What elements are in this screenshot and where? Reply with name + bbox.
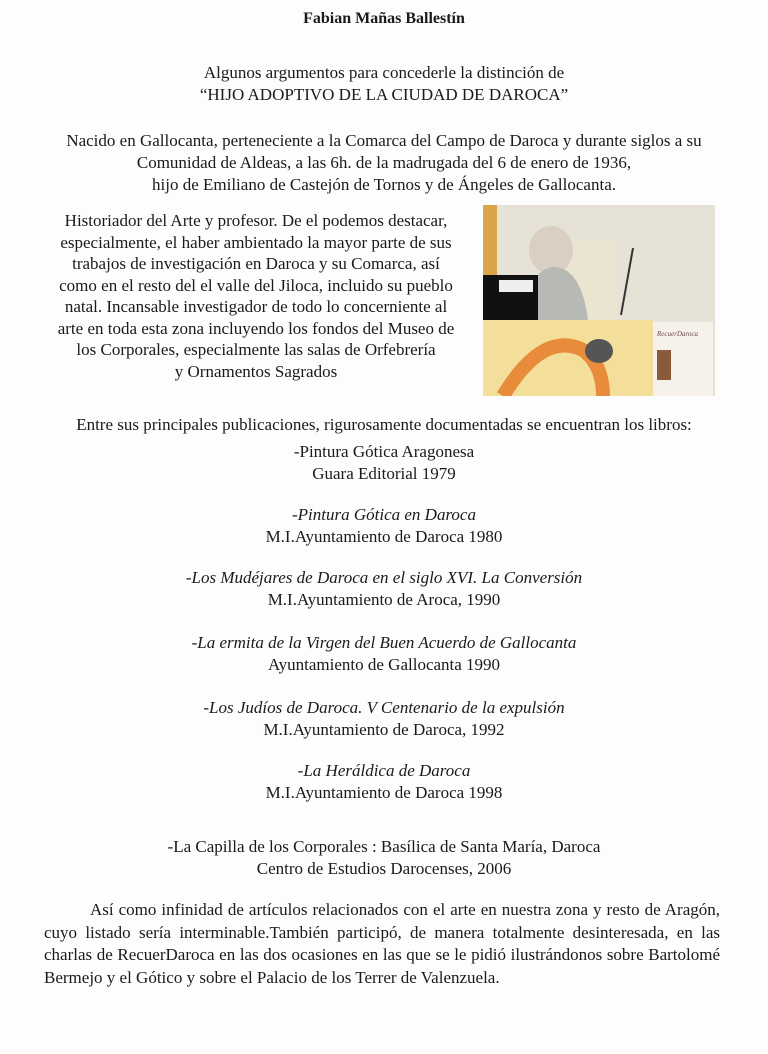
bio-line: como en el resto del el valle del Jiloca, incluido su pueblo <box>59 275 453 295</box>
book-entry <box>0 567 768 611</box>
book-title: -La Heráldica de Daroca <box>297 761 471 780</box>
book-entry <box>0 441 768 485</box>
book-title: -Los Mudéjares de Daroca en el siglo XVI. La Conversión <box>185 568 583 587</box>
subtitle-line: “HIJO ADOPTIVO DE LA CIUDAD DE DAROCA” <box>199 85 569 104</box>
book-title: -Los Judíos de Daroca. V Centenario de la expulsión <box>203 698 565 717</box>
publications-intro: Entre sus principales publicaciones, rigurosamente documentadas se encuentran los libros: <box>76 415 692 434</box>
bio-line: y Ornamentos Sagrados <box>174 361 338 381</box>
book-publisher: Centro de Estudios Darocenses, 2006 <box>256 859 512 878</box>
speaker-photo <box>483 205 715 396</box>
book-entry <box>0 760 768 804</box>
book-title: -Pintura Gótica en Daroca <box>292 505 476 524</box>
book-publisher: Guara Editorial 1979 <box>312 464 456 483</box>
bio-line: Historiador del Arte y profesor. De el podemos destacar, <box>64 211 448 230</box>
book-publisher: M.I.Ayuntamiento de Aroca, 1990 <box>267 590 501 609</box>
book-entry <box>0 836 768 880</box>
bio-line: arte en toda esta zona incluyendo los fondos del Museo de <box>57 318 455 338</box>
birth-line: Nacido en Gallocanta, perteneciente a la Comarca del Campo de Daroca y durante siglos a su <box>66 131 702 150</box>
book-publisher: Ayuntamiento de Gallocanta 1990 <box>267 655 501 674</box>
book-publisher: M.I.Ayuntamiento de Daroca 1998 <box>265 783 503 802</box>
bio-line: los Corporales, especialmente las salas de Orfebrería <box>76 340 436 359</box>
book-title: -Pintura Gótica Aragonesa <box>293 442 475 461</box>
book-publisher: M.I.Ayuntamiento de Daroca, 1992 <box>263 720 505 739</box>
book-entry <box>0 697 768 741</box>
document-title: Fabian Mañas Ballestín <box>303 10 465 27</box>
bio-line: especialmente, el haber ambientado la mayor parte de sus <box>60 232 452 252</box>
bio-paragraph <box>40 210 472 382</box>
book-publisher: M.I.Ayuntamiento de Daroca 1980 <box>265 527 503 546</box>
book-title: -La ermita de la Virgen del Buen Acuerdo de Gallocanta <box>191 633 577 652</box>
closing-paragraph: Así como infinidad de artículos relacionados con el arte en nuestra zona y resto de Aragón, cuyo listado sería interminable.También participó, de manera totalmente desinteresada, en las charlas de RecuerDaroca en las dos ocasiones en las que se le pidió ilustrándonos sobre Bartolomé Bermejo y el Gótico y sobre el Palacio de los Terrer de Valenzuela. <box>44 900 720 987</box>
bio-line: trabajos de investigación en Daroca y su Comarca, así <box>72 254 440 273</box>
bio-line: natal. Incansable investigador de todo lo concerniente al <box>64 297 448 316</box>
subtitle-line: Algunos argumentos para concederle la distinción de <box>203 63 565 82</box>
birth-paragraph <box>0 130 768 196</box>
book-entry <box>0 632 768 676</box>
birth-line: Comunidad de Aldeas, a las 6h. de la madrugada del 6 de enero de 1936, <box>136 153 632 172</box>
subtitle <box>0 62 768 106</box>
book-title: -La Capilla de los Corporales : Basílica de Santa María, Daroca <box>167 837 601 856</box>
book-entry <box>0 504 768 548</box>
birth-line: hijo de Emiliano de Castejón de Tornos y de Ángeles de Gallocanta. <box>152 175 616 194</box>
poster-logo: RecuerDaroca <box>657 330 698 338</box>
